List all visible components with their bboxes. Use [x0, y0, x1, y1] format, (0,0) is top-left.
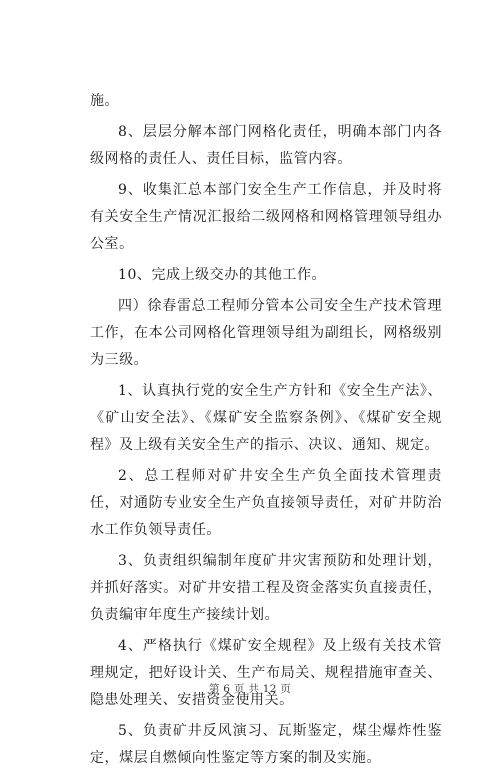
paragraph-continuation: 施。 [90, 93, 120, 109]
paragraph-duty-3: 3、负责组织编制年度矿井灾害预防和处理计划，并抓好落实。对矿井安措工程及资金落实负直接责任，负责编审年度生产接续计划。 [90, 553, 442, 623]
document-body [90, 88, 442, 776]
paragraph-duty-5: 5、负责矿井反风演习、瓦斯鉴定，煤尘爆炸性鉴定，煤层自燃倾向性鉴定等方案的制及实施。 [90, 723, 442, 766]
paragraph-duty-1: 1、认真执行党的安全生产方针和《安全生产法》、《矿山安全法》、《煤矿安全监察条例》、《煤矿安全规程》及上级有关安全生产的指示、决议、通知、规定。 [90, 383, 442, 453]
paragraph-duty-4: 4、严格执行《煤矿安全规程》及上级有关技术管理规定，把好设计关、生产布局关、规程措施审查关、隐患处理关、安措资金使用关。 [90, 638, 442, 708]
paragraph-section-4: 四）徐春雷总工程师分管本公司安全生产技术管理工作，在本公司网格化管理领导组为副组长，网格级别为三级。 [90, 298, 442, 368]
paragraph-item-9: 9、收集汇总本部门安全生产工作信息，并及时将有关安全生产情况汇报给二级网格和网格管理领导组办公室。 [90, 182, 442, 252]
paragraph-duty-2: 2、总工程师对矿井安全生产负全面技术管理责任，对通防专业安全生产负直接领导责任，对矿井防治水工作负领导责任。 [90, 468, 442, 538]
page-number-label: 第 6 页 共 12 页 [208, 683, 292, 695]
paragraph-item-8: 8、层层分解本部门网格化责任，明确本部门内各级网格的责任人、责任目标，监管内容。 [90, 124, 442, 167]
paragraph-item-10: 10、完成上级交办的其他工作。 [118, 267, 327, 283]
page-footer [0, 681, 500, 696]
